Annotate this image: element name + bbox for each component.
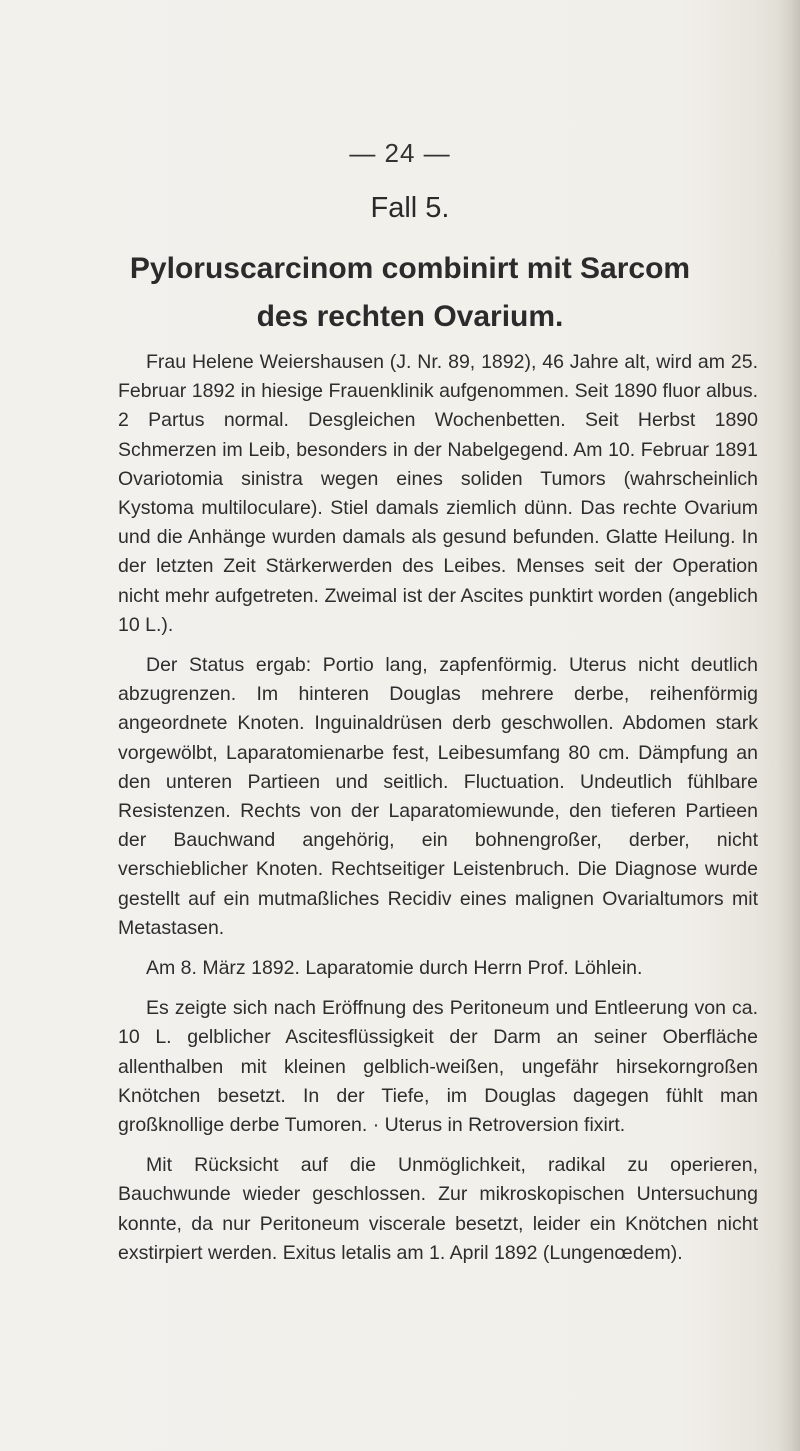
- paragraph-outcome: Mit Rücksicht auf die Unmöglichkeit, radikal zu operieren, Bauchwunde wieder geschlossen. Zur mikroskopischen Untersuchung konnte, da nur Peritoneum viscerale besetzt, leider ein Knötchen nicht exstirpiert werden. Exitus letalis am 1. April 1892 (Lungenœdem).: [118, 1154, 758, 1264]
- case-title-line-2: des rechten Ovarium.: [256, 300, 564, 333]
- page-number: — 24 —: [349, 138, 451, 168]
- case-title: [0, 245, 800, 341]
- case-heading: Fall 5.: [370, 192, 450, 224]
- paragraph-patient-history: Frau Helene Weiershausen (J. Nr. 89, 1892), 46 Jahre alt, wird am 25. Februar 1892 in hiesige Frauenklinik aufgenommen. Seit 1890 fluor albus. 2 Partus normal. Desgleichen Wochenbetten. Seit Herbst 1890 Schmerzen im Leib, besonders in der Nabelgegend. Am 10. Februar 1891 Ovariotomia sinistra wegen eines soliden Tumors (wahrscheinlich Kystoma multiloculare). Stiel damals ziemlich dünn. Das rechte Ovarium und die Anhänge wurden damals als gesund befunden. Glatte Heilung. In der letzten Zeit Stärkerwerden des Leibes. Menses seit der Operation nicht mehr aufgetreten. Zweimal ist der Ascites punktirt worden (angeblich 10 L.).: [118, 351, 758, 636]
- case-title-line-1: Pyloruscarcinom combinirt mit Sarcom: [129, 252, 691, 285]
- paragraph-operation-date: Am 8. März 1892. Laparatomie durch Herrn Prof. Löhlein.: [146, 957, 643, 980]
- paragraph-findings: Es zeigte sich nach Eröffnung des Peritoneum und Entleerung von ca. 10 L. gelblicher Ascitesflüssigkeit der Darm an seiner Oberfläche allenthalben mit kleinen gelblich-weißen, ungefähr hirsekorngroßen Knötchen besetzt. In der Tiefe, im Douglas dagegen fühlt man großknollige derbe Tumoren. · Uterus in Retroversion fixirt.: [118, 997, 758, 1137]
- case-report-body: [118, 348, 758, 1279]
- paragraph-status: Der Status ergab: Portio lang, zapfenförmig. Uterus nicht deutlich abzugrenzen. Im hinteren Douglas mehrere derbe, reihenförmig angeordnete Knoten. Inguinaldrüsen derb geschwollen. Abdomen stark vorgewölbt, Laparatomienarbe fest, Leibesumfang 80 cm. Dämpfung an den unteren Partieen und seitlich. Fluctuation. Undeutlich fühlbare Resistenzen. Rechts von der Laparatomiewunde, den tieferen Partieen der Bauchwand angehörig, ein bohnengroßer, derber, nicht verschieblicher Knoten. Rechtseitiger Leistenbruch. Die Diagnose wurde gestellt auf ein mutmaßliches Recidiv eines malignen Ovarialtumors mit Metastasen.: [118, 654, 758, 939]
